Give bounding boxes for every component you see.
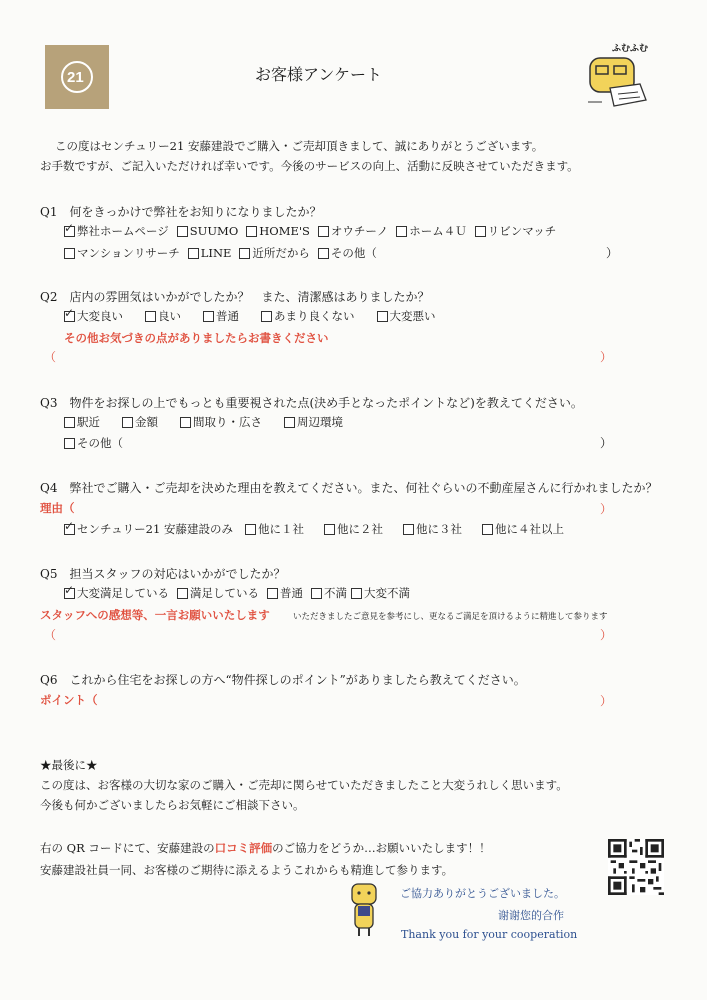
q5-note: スタッフへの感想等、一言お願いいたします (40, 608, 270, 622)
q1-option[interactable]: 近所だから (239, 245, 310, 261)
q5-open-paren: （ (44, 628, 57, 642)
checkbox[interactable] (318, 226, 329, 237)
q5-option[interactable]: 普通 (267, 585, 303, 601)
q6-label: Q6 これから住宅をお探しの方へ“物件探しのポイント”がありましたら教えてください。 (40, 673, 526, 687)
q3-options (64, 414, 351, 430)
checkbox[interactable] (177, 588, 188, 599)
q1-option[interactable]: HOME'S (246, 223, 310, 239)
checkbox[interactable] (475, 226, 486, 237)
q2-comment-field[interactable] (60, 346, 600, 364)
q2-label: Q2 店内の雰囲気はいかがでしたか？ また、清潔感はありましたか？ (40, 290, 430, 304)
checkbox[interactable] (64, 417, 75, 428)
q4-options (64, 521, 572, 537)
q3-option[interactable]: 駅近 (64, 414, 100, 430)
q2-close-paren: ） (600, 350, 613, 364)
q4-label: Q4 弊社でご購入・ご売却を決めた理由を教えてください。また、何社ぐらいの不動産屋さんに行かれましたか？ (40, 481, 658, 495)
q1-option[interactable]: SUUMO (177, 223, 238, 239)
q3-close-paren: ） (600, 436, 613, 450)
review-highlight: 口コミ評価 (214, 841, 273, 855)
century21-logo (45, 45, 109, 109)
q6-close-paren: ） (600, 694, 613, 708)
q1-label: Q1 何をきっかけで弊社をお知りになりましたか？ (40, 205, 322, 219)
checkbox[interactable] (145, 311, 156, 322)
q1-options-row1 (64, 223, 564, 239)
checkbox[interactable] (324, 524, 335, 535)
checkbox[interactable] (482, 524, 493, 535)
q5-option[interactable]: 満足している (177, 585, 259, 601)
q4-option[interactable]: 他に２社 (324, 521, 383, 537)
q5-option[interactable]: ✓ 大変満足している (64, 585, 169, 601)
checkbox[interactable] (246, 226, 257, 237)
checkbox[interactable] (284, 417, 295, 428)
qr-line-pre: 右の QR コードにて、安藤建設の (40, 841, 215, 855)
qr-line-post: のご協力をどうか…お願いいたします！！ (272, 841, 491, 855)
q1-close-paren: ） (606, 246, 619, 260)
q4-close-paren: ） (600, 502, 613, 516)
q2-options (64, 308, 444, 324)
closing-qr-line (40, 840, 491, 856)
logo-number: 21 (67, 69, 84, 86)
closing-line-1: この度は、お客様の大切な家のご購入・ご売却に関らせていただきましたこと大変うれしく思います。 (40, 778, 568, 792)
q6-point-field[interactable] (110, 690, 600, 708)
q4-reason-field[interactable] (80, 498, 600, 516)
checkbox[interactable] (188, 248, 199, 259)
q1-option[interactable]: オウチーノ (318, 223, 388, 239)
q5-option[interactable]: 不満 (311, 585, 347, 601)
review-qr-code[interactable] (608, 839, 664, 895)
q1-options-row2 (64, 245, 385, 261)
checkbox[interactable] (64, 438, 75, 449)
checkbox[interactable] (64, 524, 75, 535)
q3-other-row (64, 435, 131, 451)
q1-option[interactable]: LINE (188, 245, 232, 261)
checkbox[interactable] (245, 524, 256, 535)
q1-option[interactable]: リビンマッチ (475, 223, 557, 239)
thanks-english: Thank you for your cooperation (401, 928, 578, 941)
q5-close-paren: ） (600, 628, 613, 642)
mascot-reading-icon (582, 52, 654, 110)
intro-line-2: お手数ですが、ご記入いただければ幸いです。今後のサービスの向上、活動に反映させていただきます。 (40, 159, 579, 173)
q3-option[interactable]: 間取り・広さ (180, 414, 262, 430)
q1-option[interactable]: その他（ (318, 245, 377, 261)
q3-label: Q3 物件をお探しの上でもっとも重要視された点(決め手となったポイントなど)を教えてください。 (40, 396, 583, 410)
q3-option-other[interactable]: その他（ (64, 435, 123, 451)
checkbox[interactable] (267, 588, 278, 599)
checkbox[interactable] (403, 524, 414, 535)
q4-option[interactable]: ✓ センチュリー21 安藤建設のみ (64, 521, 233, 537)
checkbox[interactable] (64, 311, 75, 322)
q5-option[interactable]: 大変不満 (351, 585, 410, 601)
q5-note-small: いただきましたご意見を参考にし、更なるご満足を頂けるように精進して参ります (293, 612, 608, 622)
checkbox[interactable] (64, 226, 75, 237)
closing-line-2: 今後も何かございましたらお気軽にご相談下さい。 (40, 798, 305, 812)
checkbox[interactable] (261, 311, 272, 322)
checkbox[interactable] (239, 248, 250, 259)
checkbox[interactable] (351, 588, 362, 599)
q2-open-paren: （ (44, 350, 57, 364)
mascot-dog-icon (344, 880, 384, 938)
q3-option[interactable]: 金額 (122, 414, 158, 430)
q4-option[interactable]: 他に１社 (245, 521, 304, 537)
checkbox[interactable] (311, 588, 322, 599)
checkbox[interactable] (377, 311, 388, 322)
q1-option[interactable]: ✓ 弊社ホームページ (64, 223, 169, 239)
q2-option[interactable]: 良い (145, 308, 181, 324)
closing-heading: ★最後に★ (40, 758, 98, 772)
q2-option[interactable]: あまり良くない (261, 308, 355, 324)
mascot-caption: ふむふむ (612, 44, 649, 54)
q5-options (64, 585, 418, 601)
q5-comment-field[interactable] (60, 624, 600, 642)
checkbox[interactable] (177, 226, 188, 237)
q4-option[interactable]: 他に４社以上 (482, 521, 564, 537)
checkbox[interactable] (396, 226, 407, 237)
checkbox[interactable] (203, 311, 214, 322)
checkbox[interactable] (318, 248, 329, 259)
closing-line-4: 安藤建設社員一同、お客様のご期待に添えるようこれからも精進して参ります。 (40, 863, 454, 877)
q2-option[interactable]: ✓ 大変良い (64, 308, 123, 324)
q1-option[interactable]: マンションリサーチ (64, 245, 180, 261)
q4-option[interactable]: 他に３社 (403, 521, 462, 537)
q4-reason-label: 理由（ (40, 501, 75, 515)
q5-label: Q5 担当スタッフの対応はいかがでしたか？ (40, 567, 286, 581)
checkbox[interactable] (122, 417, 133, 428)
checkbox[interactable] (64, 248, 75, 259)
thanks-chinese: 谢谢您的合作 (498, 909, 564, 922)
checkbox[interactable] (64, 588, 75, 599)
q2-note: その他お気づきの点がありましたらお書きください (64, 331, 329, 345)
page-title: お客様アンケート (255, 65, 383, 84)
intro-line-1: この度はセンチュリー21 安藤建設でご購入・ご売却頂きまして、誠にありがとうございます。 (55, 139, 544, 153)
thanks-japanese: ご協力ありがとうございました。 (400, 887, 565, 900)
q2-option[interactable]: 普通 (203, 308, 239, 324)
q2-option[interactable]: 大変悪い (377, 308, 436, 324)
q3-option[interactable]: 周辺環境 (284, 414, 343, 430)
checkbox[interactable] (180, 417, 191, 428)
q1-option[interactable]: ホーム４Ｕ (396, 223, 467, 239)
q6-point-label: ポイント（ (40, 693, 98, 707)
